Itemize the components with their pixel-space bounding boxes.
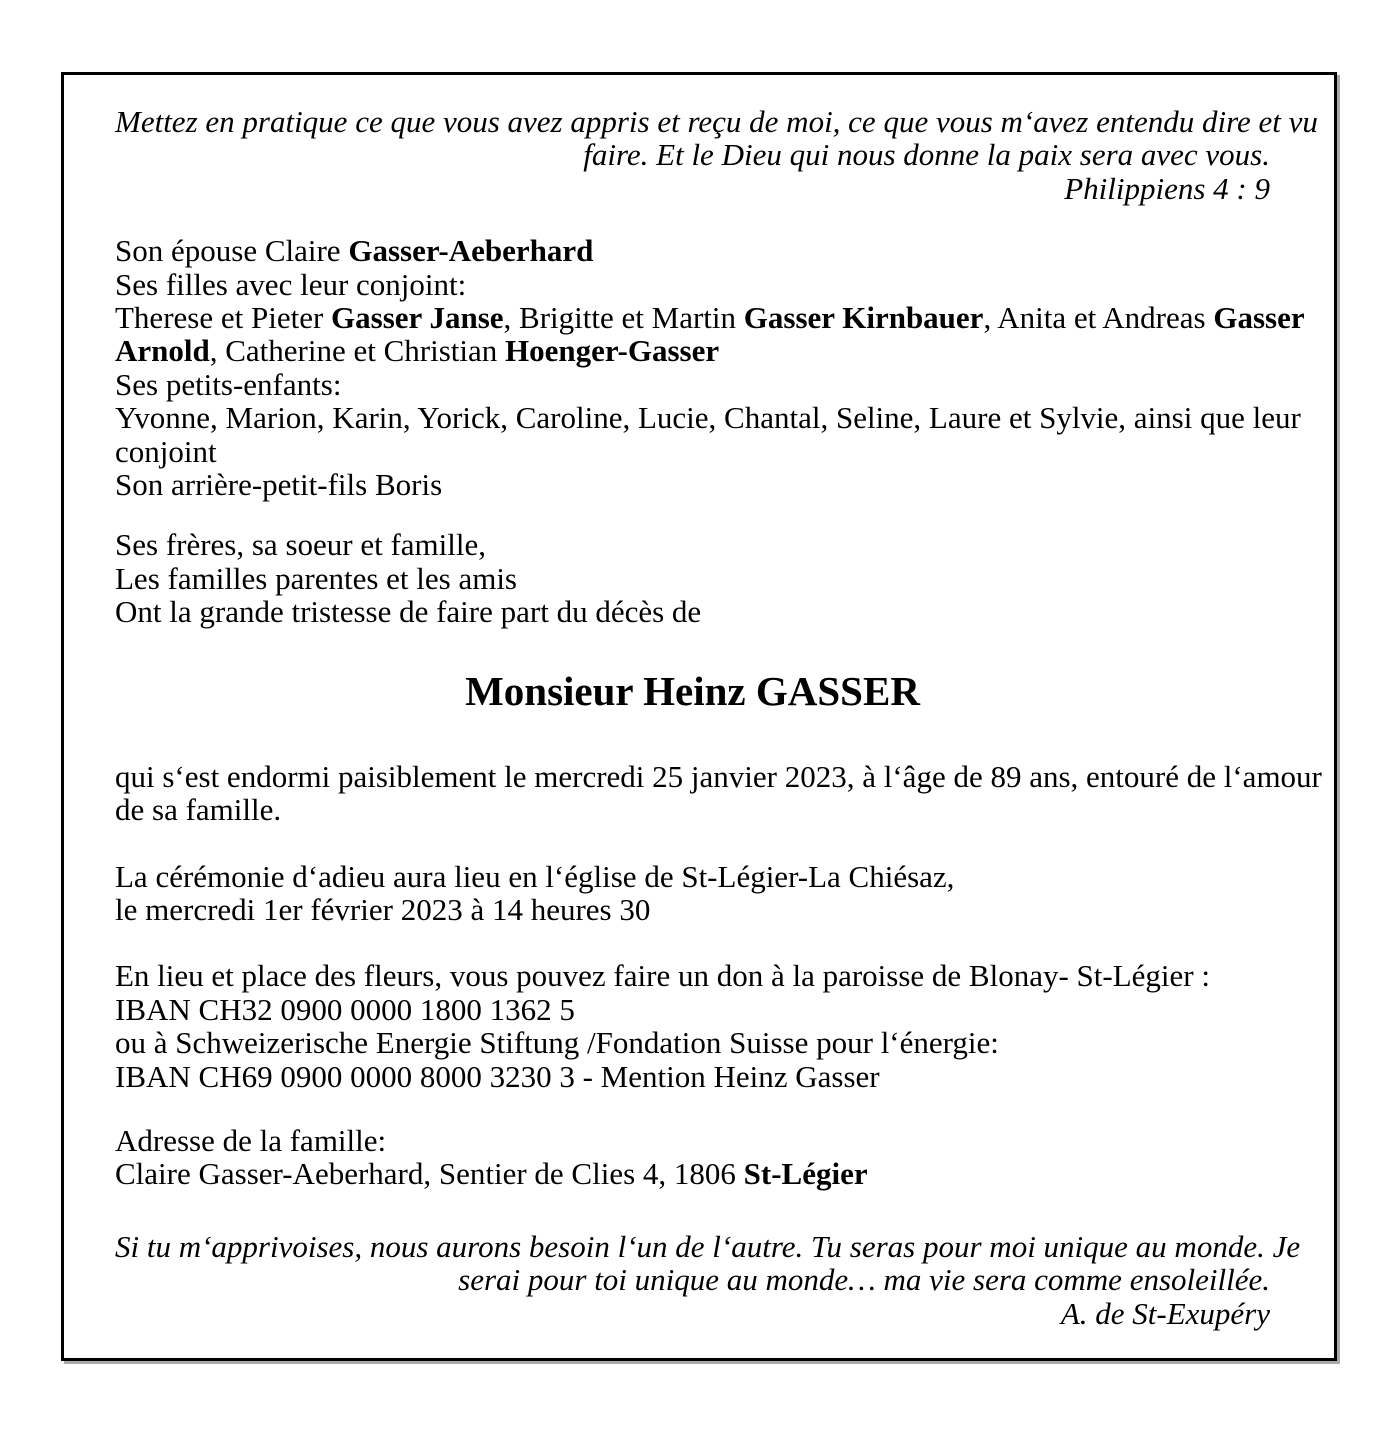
family-spouse-line xyxy=(115,234,1270,267)
closing-quote-line-2: serai pour toi unique au monde… ma vie sera comme ensoleillée. xyxy=(458,1262,1270,1298)
family-grandchildren-line-1: Yvonne, Marion, Karin, Yorick, Caroline, Lucie, Chantal, Seline, Laure et Sylvie, ainsi que leur xyxy=(115,400,1301,436)
address-line xyxy=(115,1157,1270,1190)
daughters-seg-0: Therese et Pieter xyxy=(115,300,332,336)
daughters-name-4: Hoenger-Gasser xyxy=(505,333,720,369)
family-daughters-line-1 xyxy=(115,300,1305,336)
epigraph-line-1: Mettez en pratique ce que vous avez appris et reçu de moi, ce que vous m‘avez entendu dire et vu xyxy=(115,104,1318,139)
relatives-line-2: Les familles parentes et les amis xyxy=(115,560,518,596)
address-city: St-Légier xyxy=(743,1156,868,1192)
daughters-name-3b: Arnold xyxy=(115,333,210,369)
family-grandchildren-intro: Ses petits-enfants: xyxy=(115,366,342,402)
daughters-name-1: Gasser Janse xyxy=(331,300,504,336)
spouse-prefix: Son épouse Claire xyxy=(115,233,349,269)
death-notice-section xyxy=(115,758,1322,828)
closing-quote-line-1: Si tu m‘apprivoises, nous aurons besoin l‘un de l‘autre. Tu seras pour moi unique au monde. Je xyxy=(115,1228,1301,1264)
relatives-line-1: Ses frères, sa soeur et famille, xyxy=(115,527,487,563)
relatives-section xyxy=(115,528,1270,628)
donations-line-3: ou à Schweizerische Energie Stiftung /Fondation Suisse pour l‘énergie: xyxy=(115,1025,999,1061)
daughters-seg-2: , Brigitte et Martin xyxy=(503,300,744,336)
closing-quote-attribution: A. de St-Exupéry xyxy=(1060,1295,1270,1331)
family-daughters-intro: Ses filles avec leur conjoint: xyxy=(115,266,467,302)
relatives-line-3: Ont la grande tristesse de faire part du décès de xyxy=(115,594,702,630)
ceremony-line-2: le mercredi 1er février 2023 à 14 heures 30 xyxy=(115,891,651,927)
donations-iban-1: IBAN CH32 0900 0000 1800 1362 5 xyxy=(115,991,575,1027)
epigraph-quote xyxy=(115,104,1318,206)
address-section xyxy=(115,1124,1270,1191)
death-notice-frame xyxy=(61,72,1337,1361)
daughters-name-3: Gasser xyxy=(1213,300,1305,336)
epigraph-source: Philippiens 4 : 9 xyxy=(1064,170,1270,206)
death-notice-line-2: de sa famille. xyxy=(115,792,282,828)
family-daughters-line-2 xyxy=(115,334,1270,367)
family-great-grandson-line: Son arrière-petit-fils Boris xyxy=(115,467,443,503)
spouse-name: Gasser-Aeberhard xyxy=(348,233,594,269)
deceased-name-heading: Monsieur Heinz GASSER xyxy=(465,667,920,714)
closing-quote xyxy=(115,1228,1301,1331)
family-section xyxy=(115,233,1305,503)
daughters-seg-4: , Anita et Andreas xyxy=(983,300,1214,336)
daughters-name-2: Gasser Kirnbauer xyxy=(743,300,984,336)
death-notice-line-1: qui s‘est endormi paisiblement le mercredi 25 janvier 2023, à l‘âge de 89 ans, entouré de l‘amour xyxy=(115,758,1322,794)
address-text: Claire Gasser-Aeberhard, Sentier de Clies 4, 1806 xyxy=(115,1156,744,1192)
epigraph-line-2: faire. Et le Dieu qui nous donne la paix sera avec vous. xyxy=(583,137,1270,173)
donations-line-1: En lieu et place des fleurs, vous pouvez faire un don à la paroisse de Blonay- St-Légier : xyxy=(115,958,1210,994)
ceremony-section xyxy=(115,860,1270,927)
donations-section xyxy=(115,959,1270,1093)
ceremony-line-1: La cérémonie d‘adieu aura lieu en l‘église de St-Légier-La Chiésaz, xyxy=(115,858,955,894)
donations-iban-2: IBAN CH69 0900 0000 8000 3230 3 - Mention Heinz Gasser xyxy=(115,1058,880,1094)
address-label: Adresse de la famille: xyxy=(115,1122,387,1158)
family-grandchildren-line-2: conjoint xyxy=(115,433,217,469)
daughters-seg-5: , Catherine et Christian xyxy=(209,333,506,369)
